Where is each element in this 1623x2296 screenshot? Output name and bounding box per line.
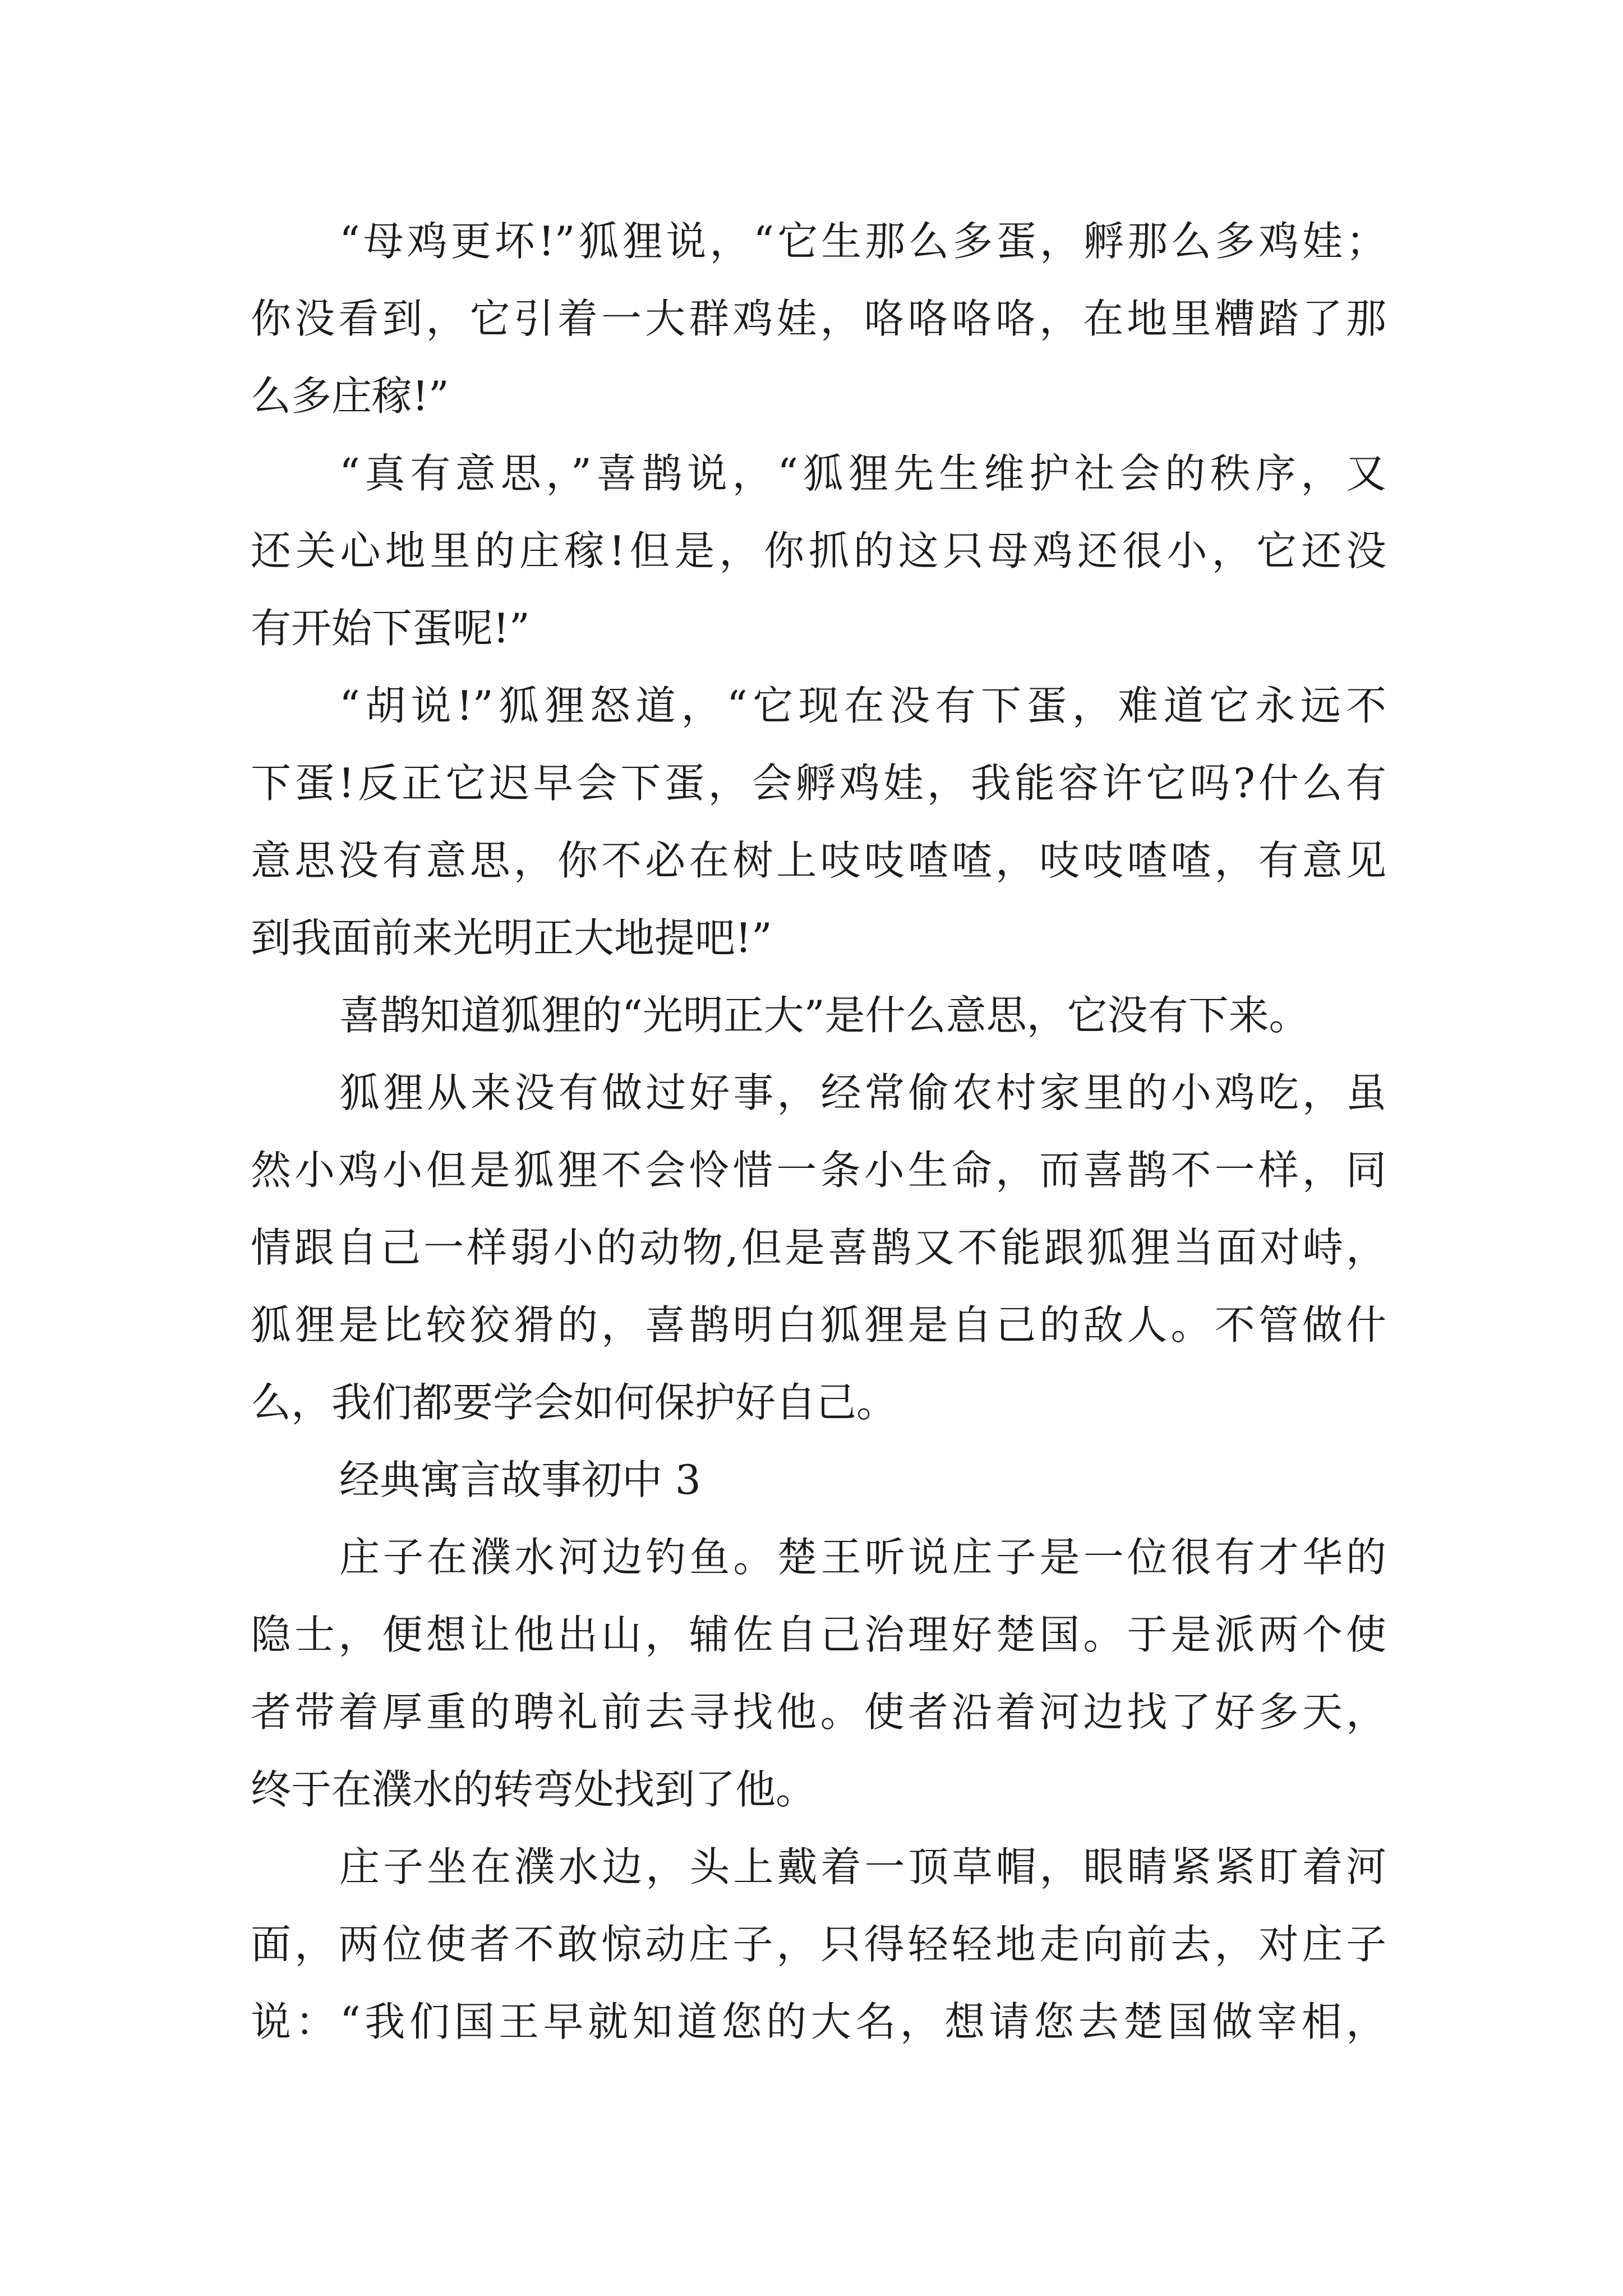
text-line: 还关心地里的庄稼!但是，你抓的这只母鸡还很小，它还没 bbox=[251, 527, 1386, 574]
paragraph bbox=[251, 667, 1386, 977]
text-line: 庄子坐在濮水边，头上戴着一顶草帽，眼睛紧紧盯着河 bbox=[339, 1843, 1386, 1890]
paragraph bbox=[251, 203, 1386, 435]
paragraph bbox=[251, 977, 1386, 1054]
paragraph bbox=[251, 1054, 1386, 1441]
text-line: 意思没有意思，你不必在树上吱吱喳喳，吱吱喳喳，有意见 bbox=[251, 837, 1386, 884]
text-line: 到我面前来光明正大地提吧!” bbox=[251, 914, 772, 961]
text-line: 么，我们都要学会如何保护好自己。 bbox=[251, 1379, 897, 1426]
text-line: 庄子在濮水河边钓鱼。楚王听说庄子是一位很有才华的 bbox=[339, 1534, 1386, 1581]
text-line: 说：“我们国王早就知道您的大名，想请您去楚国做宰相， bbox=[251, 1998, 1386, 2045]
section-heading bbox=[251, 1441, 1386, 1519]
text-line: 隐士，便想让他出山，辅佐自己治理好楚国。于是派两个使 bbox=[251, 1611, 1386, 1658]
text-line: 情跟自己一样弱小的动物,但是喜鹊又不能跟狐狸当面对峙， bbox=[251, 1224, 1386, 1271]
paragraph bbox=[251, 435, 1386, 667]
text-line: 然小鸡小但是狐狸不会怜惜一条小生命，而喜鹊不一样，同 bbox=[251, 1147, 1386, 1194]
text-line: 狐狸从来没有做过好事，经常偷农村家里的小鸡吃，虽 bbox=[339, 1069, 1386, 1116]
text-line: 你没看到，它引着一大群鸡娃，咯咯咯咯，在地里糟踏了那 bbox=[251, 295, 1386, 342]
text-line: 喜鹊知道狐狸的“光明正大”是什么意思，它没有下来。 bbox=[339, 992, 1310, 1039]
text-line: 者带着厚重的聘礼前去寻找他。使者沿着河边找了好多天， bbox=[251, 1688, 1386, 1736]
heading-line: 经典寓言故事初中 3 bbox=[339, 1456, 701, 1503]
text-line: “母鸡更坏!”狐狸说，“它生那么多蛋，孵那么多鸡娃； bbox=[339, 218, 1386, 265]
paragraph bbox=[251, 1828, 1386, 2060]
text-line: “胡说!”狐狸怒道，“它现在没有下蛋，难道它永远不 bbox=[339, 682, 1386, 729]
text-line: 么多庄稼!” bbox=[251, 372, 449, 420]
text-line: 下蛋!反正它迟早会下蛋，会孵鸡娃，我能容许它吗?什么有 bbox=[251, 760, 1386, 807]
text-line: 有开始下蛋呢!” bbox=[251, 605, 530, 652]
document-body bbox=[251, 203, 1386, 2060]
paragraph bbox=[251, 1519, 1386, 1828]
text-line: 终于在濮水的转弯处找到了他。 bbox=[251, 1766, 817, 1813]
text-line: 面，两位使者不敢惊动庄子，只得轻轻地走向前去，对庄子 bbox=[251, 1921, 1386, 1968]
text-line: 狐狸是比较狡猾的，喜鹊明白狐狸是自己的敌人。不管做什 bbox=[251, 1301, 1386, 1349]
text-line: “真有意思，”喜鹊说，“狐狸先生维护社会的秩序，又 bbox=[339, 450, 1386, 497]
